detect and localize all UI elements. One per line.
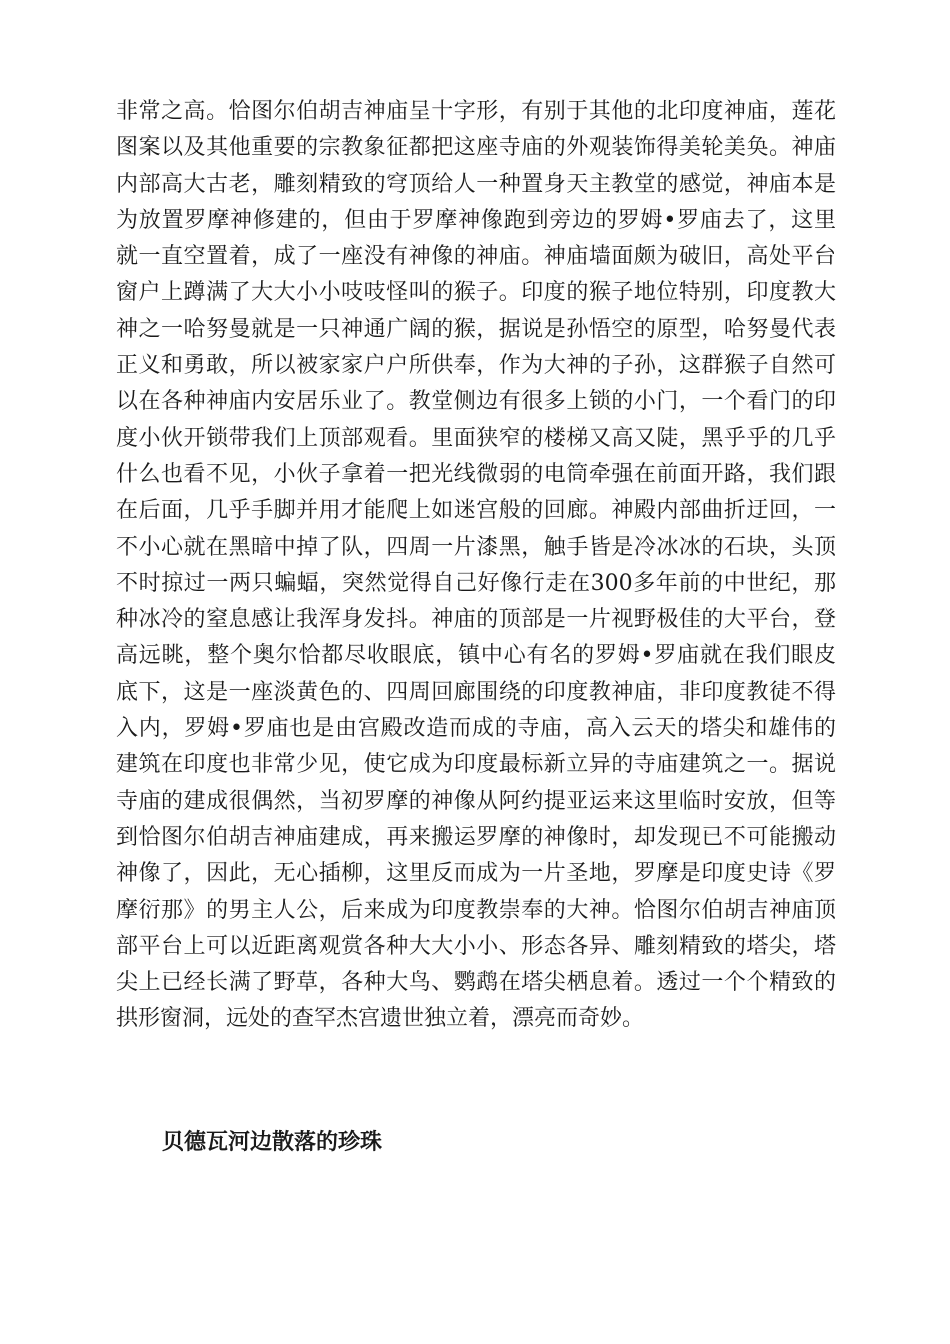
- paragraph-line: 建筑在印度也非常少见，使它成为印度最标新立异的寺庙建筑之一。据说: [116, 752, 836, 778]
- paragraph-line: 到恰图尔伯胡吉神庙建成，再来搬运罗摩的神像时，却发现已不可能搬动: [116, 824, 836, 850]
- paragraph-line: 高远眺，整个奥尔恰都尽收眼底，镇中心有名的罗姆•罗庙就在我们眼皮: [116, 643, 836, 669]
- paragraph-line: 以在各种神庙内安居乐业了。教堂侧边有很多上锁的小门，一个看门的印: [116, 389, 836, 415]
- paragraph-line: 度小伙开锁带我们上顶部观看。里面狭窄的楼梯又高又陡，黑乎乎的几乎: [116, 425, 836, 451]
- paragraph-line: 什么也看不见，小伙子拿着一把光线微弱的电筒牵强在前面开路，我们跟: [116, 461, 836, 487]
- paragraph-line: 正义和勇敢，所以被家家户户所供奉，作为大神的子孙，这群猴子自然可: [116, 353, 836, 379]
- paragraph-line: 拱形窗洞，远处的查罕杰宫遗世独立着，漂亮而奇妙。: [116, 1006, 645, 1032]
- section-heading: 贝德瓦河边散落的珍珠: [162, 1129, 383, 1155]
- paragraph-line: 神像了，因此，无心插柳，这里反而成为一片圣地，罗摩是印度史诗《罗: [116, 861, 836, 887]
- paragraph-line: 种冰冷的窒息感让我浑身发抖。神庙的顶部是一片视野极佳的大平台，登: [116, 607, 836, 633]
- paragraph-line: 尖上已经长满了野草，各种大鸟、鹦鹉在塔尖栖息着。透过一个个精致的: [116, 970, 836, 996]
- paragraph-line: 内部高大古老，雕刻精致的穹顶给人一种置身天主教堂的感觉，神庙本是: [116, 171, 836, 197]
- paragraph-line: 入内，罗姆•罗庙也是由宫殿改造而成的寺庙，高入云天的塔尖和雄伟的: [116, 716, 836, 742]
- paragraph-line: 非常之高。恰图尔伯胡吉神庙呈十字形，有别于其他的北印度神庙，莲花: [116, 99, 836, 124]
- body-paragraph: [116, 94, 836, 1038]
- paragraph-line: 在后面，几乎手脚并用才能爬上如迷宫般的回廊。神殿内部曲折迂回，一: [116, 498, 836, 524]
- paragraph-line: 底下，这是一座淡黄色的、四周回廊围绕的印度教神庙，非印度教徒不得: [116, 679, 836, 705]
- paragraph-line: 为放置罗摩神修建的，但由于罗摩神像跑到旁边的罗姆•罗庙去了，这里: [116, 207, 836, 233]
- paragraph-line: 寺庙的建成很偶然，当初罗摩的神像从阿约提亚运来这里临时安放，但等: [116, 788, 836, 814]
- paragraph-line: 不小心就在黑暗中掉了队，四周一片漆黑，触手皆是冷冰冰的石块，头顶: [116, 534, 836, 560]
- paragraph-line: 图案以及其他重要的宗教象征都把这座寺庙的外观装饰得美轮美奂。神庙: [116, 135, 836, 161]
- paragraph-line: 不时掠过一两只蝙蝠，突然觉得自己好像行走在300多年前的中世纪，那: [116, 570, 836, 596]
- paragraph-line: 就一直空置着，成了一座没有神像的神庙。神庙墙面颇为破旧，高处平台: [116, 244, 836, 270]
- paragraph-line: 部平台上可以近距离观赏各种大大小小、形态各异、雕刻精致的塔尖，塔: [116, 933, 836, 959]
- paragraph-line: 窗户上蹲满了大大小小吱吱怪叫的猴子。印度的猴子地位特别，印度教大: [116, 280, 836, 306]
- paragraph-line: 神之一哈努曼就是一只神通广阔的猴，据说是孙悟空的原型，哈努曼代表: [116, 316, 836, 342]
- paragraph-line: 摩衍那》的男主人公，后来成为印度教崇奉的大神。恰图尔伯胡吉神庙顶: [116, 897, 836, 923]
